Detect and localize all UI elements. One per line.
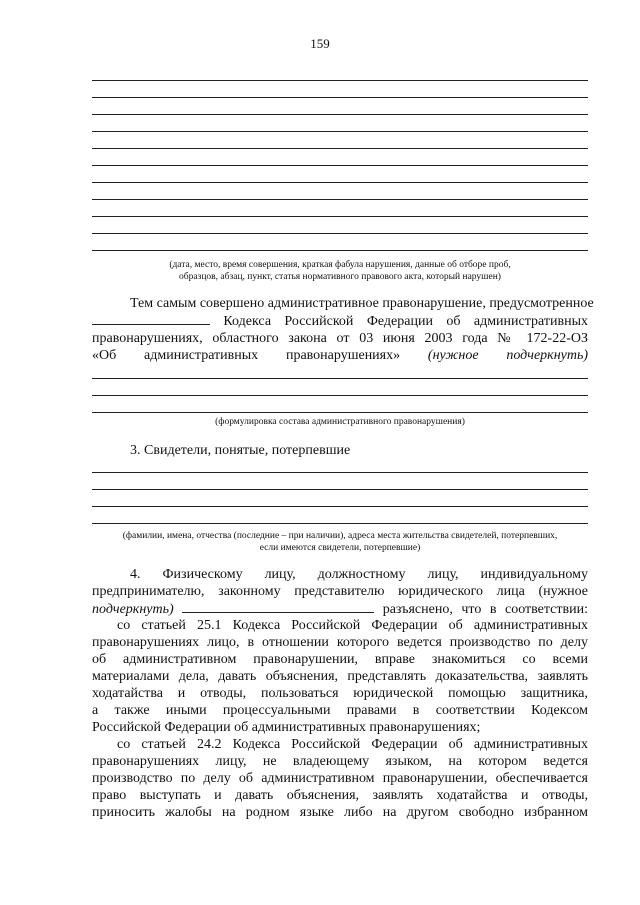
blank-line[interactable] bbox=[92, 233, 588, 234]
blank-line[interactable] bbox=[92, 412, 588, 413]
blank-line[interactable] bbox=[92, 131, 588, 132]
text-line: «Об административных правонарушениях» (нужное подчеркнуть) bbox=[92, 348, 589, 363]
section-3-heading: 3. Свидетели, понятые, потерпевшие bbox=[130, 443, 351, 458]
person-name-blank[interactable] bbox=[182, 600, 374, 613]
text-line: 4. Физическому лицу, должностному лицу, индивидуальному bbox=[130, 567, 588, 582]
blank-line[interactable] bbox=[92, 165, 588, 166]
blank-line[interactable] bbox=[92, 523, 588, 524]
blank-line[interactable] bbox=[92, 148, 588, 149]
text-line: об административном правонарушении, вправе знакомиться со всеми bbox=[92, 652, 588, 667]
blank-line[interactable] bbox=[92, 250, 588, 251]
blank-line[interactable] bbox=[92, 378, 588, 379]
blank-line[interactable] bbox=[92, 506, 588, 507]
text-line: приносить жалобы на родном языке либо на другом свободно избранном bbox=[92, 805, 588, 820]
text-line: материалами дела, давать объяснения, представлять доказательства, заявлять bbox=[92, 669, 588, 684]
text-line: правонарушениях лицу, не владеющему языком, на котором ведется bbox=[92, 754, 588, 769]
article-25-1-paragraph bbox=[92, 617, 588, 736]
text-line: а также иными процессуальными правами в соответствии Кодексом bbox=[92, 703, 588, 718]
text-line: Российской Федерации об административных правонарушениях; bbox=[92, 720, 481, 735]
text-line: право выступать и давать объяснения, заявлять ходатайства и отводы, bbox=[92, 788, 588, 803]
article-blank[interactable] bbox=[92, 312, 210, 325]
caption-witnesses: (фамилии, имена, отчества (последние – при наличии), адреса места жительства свидетелей, потерпевших, если имеются свидетели, потерпевшие) bbox=[122, 531, 558, 553]
blank-line[interactable] bbox=[92, 80, 588, 81]
text-line: предпринимателю, законному представителю юридического лица (нужное bbox=[92, 584, 588, 599]
blank-line[interactable] bbox=[92, 114, 588, 115]
page-number: 159 bbox=[310, 36, 330, 51]
blank-line[interactable] bbox=[92, 395, 588, 396]
text-line: Тем самым совершено административное правонарушение, предусмотренное bbox=[130, 296, 594, 311]
blank-line[interactable] bbox=[92, 97, 588, 98]
violation-paragraph bbox=[92, 295, 594, 364]
blank-line[interactable] bbox=[92, 216, 588, 217]
text-line: ходатайства и отводы, пользоваться юридической помощью защитника, bbox=[92, 686, 588, 701]
caption-offense-composition: (формулировка состава административного правонарушения) bbox=[215, 417, 465, 427]
blank-line[interactable] bbox=[92, 182, 588, 183]
blank-line[interactable] bbox=[92, 472, 588, 473]
blank-line[interactable] bbox=[92, 489, 588, 490]
section-4-paragraph bbox=[92, 566, 588, 618]
text-line: Кодекса Российской Федерации об административных bbox=[92, 312, 588, 330]
text-line: со статьей 25.1 Кодекса Российской Федерации об административных bbox=[117, 618, 588, 633]
article-24-2-paragraph bbox=[92, 736, 588, 821]
text-line: подчеркнуть) разъяснено, что в соответствии: bbox=[92, 602, 588, 617]
text-line: производство по делу об административном правонарушении, обеспечивается bbox=[92, 771, 588, 786]
text-line: правонарушениях, областного закона от 03 июня 2003 года № 172-22-ОЗ bbox=[92, 331, 588, 346]
text-line: со статьей 24.2 Кодекса Российской Федерации об административных bbox=[117, 737, 588, 752]
blank-line[interactable] bbox=[92, 199, 588, 200]
caption-violation-details: (дата, место, время совершения, краткая фабула нарушения, данные об отборе проб, образцов, абзац, пункт, статья нормативного правового акта, который нарушен) bbox=[169, 260, 511, 282]
text-line: правонарушениях лицо, в отношении которого ведется производство по делу bbox=[92, 635, 588, 650]
